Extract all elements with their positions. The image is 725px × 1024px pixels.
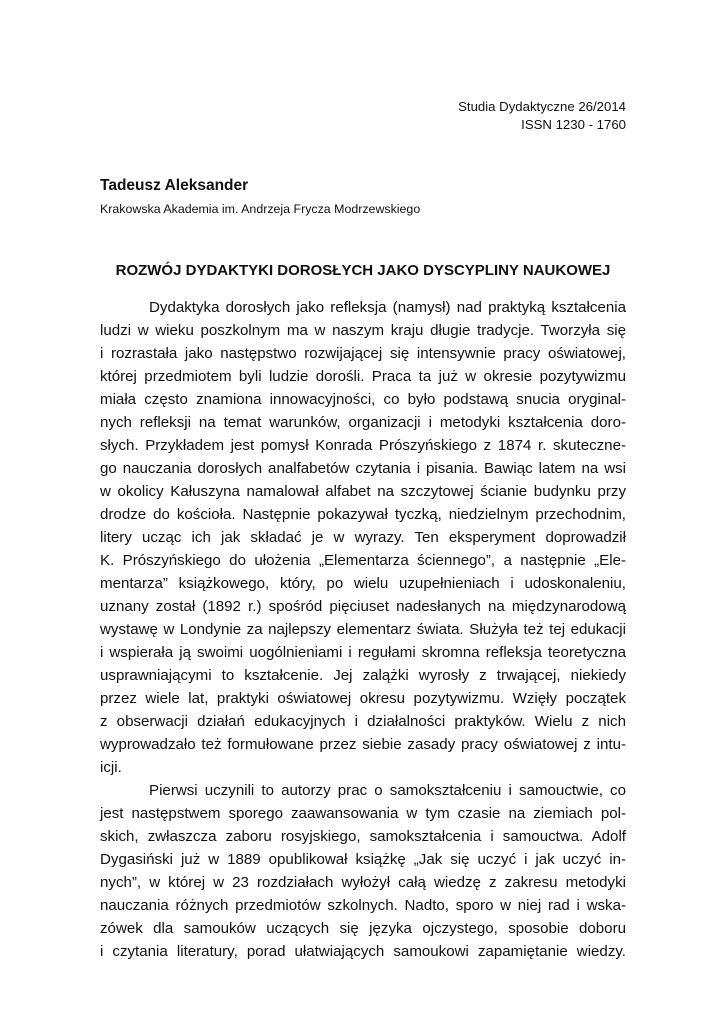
paragraph-line: nych”, w której w 23 rozdziałach wyłożył całą wiedzę z zakresu metodyki — [100, 874, 626, 891]
paragraph-line: K. Prószyńskiego do ułożenia „Elementarza ściennego”, a następnie „Ele- — [100, 552, 626, 569]
paragraph-line: nych refleksji na temat warunków, organizacji i metodyki kształcenia doro- — [100, 414, 626, 431]
paragraph-line: icji. — [100, 759, 122, 776]
paragraph-line: Dygasiński już w 1889 opublikował książkę „Jak się uczyć i jak uczyć in- — [100, 851, 626, 868]
paragraph — [100, 296, 626, 779]
paragraph-line: i wspierała ją swoimi uogólnieniami i regułami skromna refleksja teoretyczna — [100, 644, 626, 661]
paragraph-line: uznany został (1892 r.) spośród pięciuset nadesłanych na międzynarodową — [100, 598, 626, 615]
paragraph-line: wystawę w Londynie za najlepszy elementarz świata. Służyła też tej edukacji — [100, 621, 626, 638]
paragraph-line: wyprowadzało też formułowane przez siebie zasady pracy oświatowej z intu- — [100, 736, 626, 753]
paragraph-line: litery ucząc ich jak składać je w wyrazy. Ten eksperyment doprowadził — [100, 529, 626, 546]
journal-name: Studia Dydaktyczne 26/2014 — [458, 99, 626, 114]
paragraph-line: ludzi w wieku poszkolnym ma w naszym kraju długie tradycje. Tworzyła się — [100, 322, 626, 339]
paragraph-line: z obserwacji działań edukacyjnych i działalności praktyków. Wielu z nich — [100, 713, 626, 730]
paragraph-line: mentarza” książkowego, który, po wielu uzupełnieniach i udoskonaleniu, — [100, 575, 626, 592]
paragraph-line: Pierwsi uczynili to autorzy prac o samokształceniu i samouctwie, co — [149, 782, 626, 799]
paragraph-line: usprawniającymi to kształcenie. Jej zalążki wyrosły z trwającej, niekiedy — [100, 667, 626, 684]
article-title: ROZWÓJ DYDAKTYKI DOROSŁYCH JAKO DYSCYPLINY NAUKOWEJ — [115, 262, 611, 279]
journal-header — [458, 98, 626, 134]
author-name: Tadeusz Aleksander — [100, 177, 249, 194]
paragraph-line: słych. Przykładem jest pomysł Konrada Prószyńskiego z 1874 r. skuteczne- — [100, 437, 626, 454]
journal-issn: ISSN 1230 - 1760 — [521, 117, 626, 132]
paragraph-line: jest następstwem sporego zaawansowania w tym czasie na ziemiach pol- — [100, 805, 626, 822]
paragraph — [100, 779, 626, 963]
paragraph-line: nauczania różnych przedmiotów szkolnych. Nadto, sporo w niej rad i wska- — [100, 897, 626, 914]
article-body — [100, 296, 626, 963]
paragraph-line: miała często znamiona innowacyjności, co było podstawą snucia oryginal- — [100, 391, 626, 408]
paragraph-line: i rozrastała jako następstwo rozwijającej się intensywnie pracy oświatowej, — [100, 345, 626, 362]
author-affiliation: Krakowska Akademia im. Andrzeja Frycza Modrzewskiego — [100, 202, 421, 216]
paragraph-line: skich, zwłaszcza zaboru rosyjskiego, samokształcenia i samouctwa. Adolf — [100, 828, 626, 845]
paragraph-line: w okolicy Kałuszyna namalował alfabet na szczytowej ścianie budynku przy — [100, 483, 626, 500]
paragraph-line: Dydaktyka dorosłych jako refleksja (namysł) nad praktyką kształcenia — [149, 299, 626, 316]
paragraph-line: go nauczania dorosłych analfabetów czytania i pisania. Bawiąc latem na wsi — [100, 460, 626, 477]
paragraph-line: której przedmiotem byli ludzie dorośli. Praca ta już w okresie pozytywizmu — [100, 368, 626, 385]
paragraph-line: i czytania literatury, porad ułatwiających samoukowi zapamiętanie wiedzy. — [100, 943, 626, 960]
paragraph-line: zówek dla samouków uczących się języka ojczystego, sposobie doboru — [100, 920, 626, 937]
paragraph-line: przez wiele lat, praktyki oświatowej okresu pozytywizmu. Wzięły początek — [100, 690, 626, 707]
paragraph-line: drodze do kościoła. Następnie pokazywał tyczką, niedzielnym przechodnim, — [100, 506, 626, 523]
